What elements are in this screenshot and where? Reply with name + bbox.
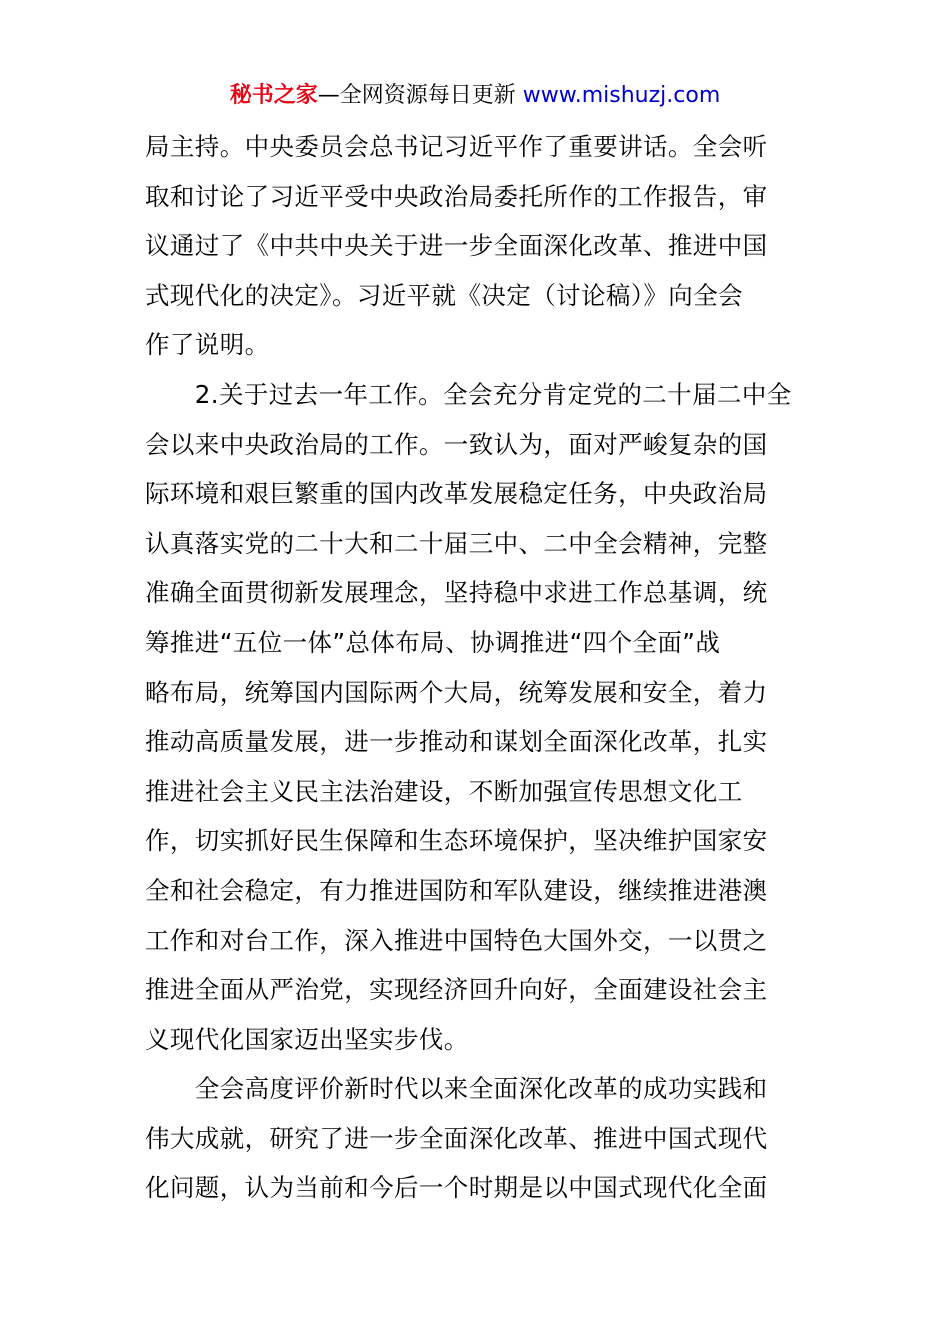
text-line: 工作和对台工作，深入推进中国特色大国外交，一以贯之 [145,925,768,955]
text-line: 推进全面从严治党，实现经济回升向好，全面建设社会主 [145,975,768,1005]
text-line: 作，切实抓好民生保障和生态环境保护，坚决维护国家安 [145,826,768,856]
text-line: 筹推进“五位一体”总体布局、协调推进“四个全面”战 [145,627,721,657]
text-line: 全和社会稳定，有力推进国防和军队建设，继续推进港澳 [145,875,768,905]
text-line: 义现代化国家迈出坚实步伐。 [145,1024,469,1054]
site-url-link[interactable]: www.mishuzj.com [522,83,721,108]
text-line: 推进社会主义民主法治建设，不断加强宣传思想文化工 [145,776,743,806]
text-line: 略布局，统筹国内国际两个大局，统筹发展和安全，着力 [145,677,768,707]
text-line: 伟大成就，研究了进一步全面深化改革、推进中国式现代 [145,1123,768,1153]
text-line: 际环境和艰巨繁重的国内改革发展稳定任务，中央政治局 [145,479,768,509]
text-line: 取和讨论了习近平受中央政治局委托所作的工作报告，审 [145,181,768,211]
paragraph-start-line: 全会高度评价新时代以来全面深化改革的成功实践和 [145,1074,768,1104]
text-line: 认真落实党的二十大和二十届三中、二中全会精神，完整 [145,528,768,558]
text-line: 准确全面贯彻新发展理念，坚持稳中求进工作总基调，统 [145,578,768,608]
paragraph-start-line: 2.关于过去一年工作。全会充分肯定党的二十届二中全 [145,379,792,409]
text-line: 推动高质量发展，进一步推动和谋划全面深化改革，扎实 [145,727,768,757]
text-line: 式现代化的决定》。习近平就《决定（讨论稿）》向全会 [145,280,743,310]
brand-name: 秘书之家 [229,83,318,108]
header-tagline: —全网资源每日更新 [317,83,523,108]
document-body [145,122,815,1213]
text-line: 会以来中央政治局的工作。一致认为，面对严峻复杂的国 [145,429,768,459]
text-line: 化问题，认为当前和今后一个时期是以中国式现代化全面 [145,1173,768,1203]
text-line: 作了说明。 [145,330,270,360]
text-line: 局主持。中央委员会总书记习近平作了重要讲话。全会听 [145,132,768,161]
text-line: 议通过了《中共中央关于进一步全面深化改革、推进中国 [145,231,768,261]
watermark-header [0,80,950,112]
